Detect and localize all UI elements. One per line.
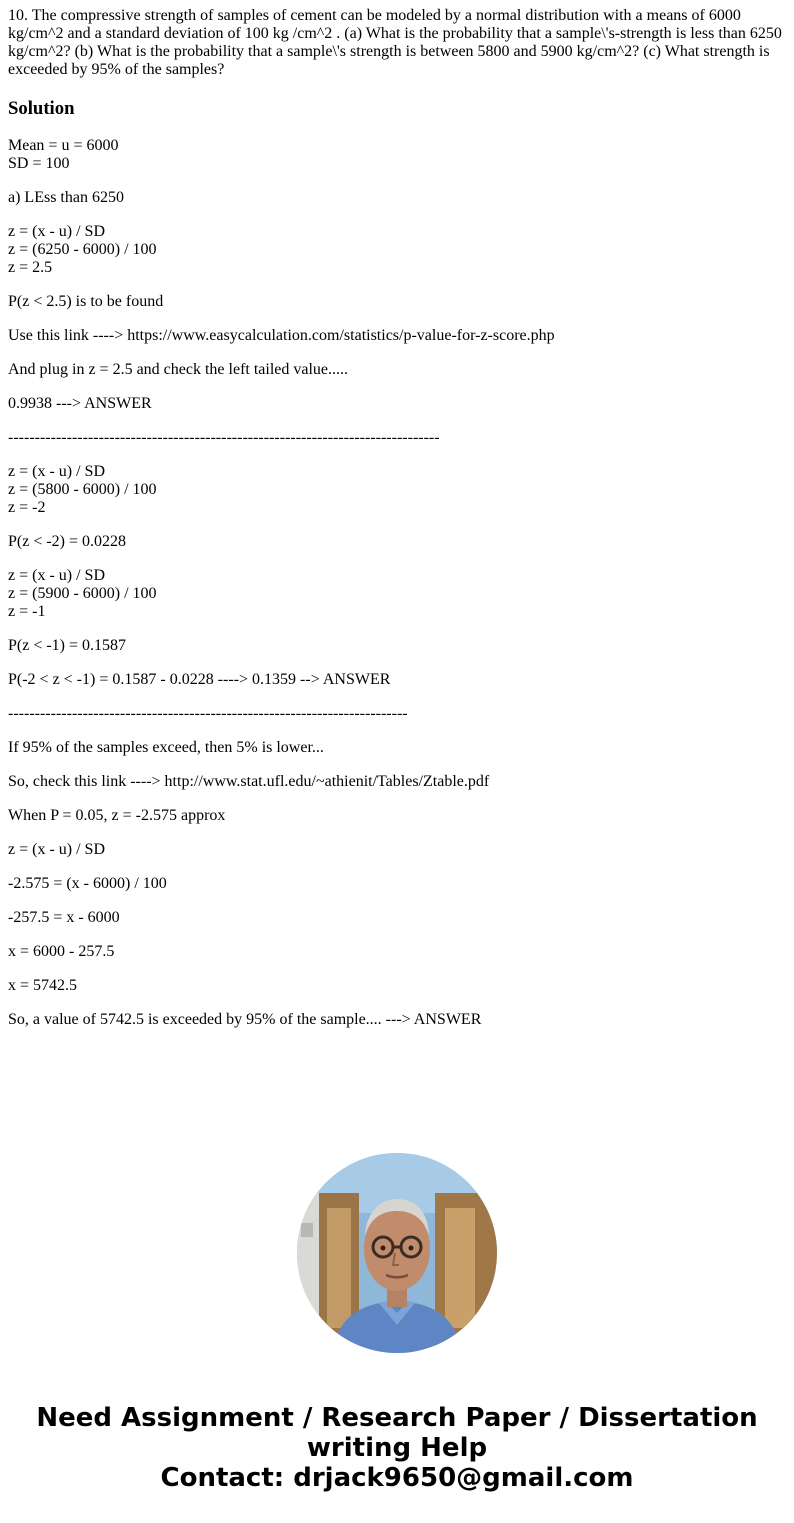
solution-line: --------------------------------------------------------------------------------- (8, 429, 440, 446)
solution-line: If 95% of the samples exceed, then 5% is lower... (8, 739, 324, 756)
solution-paragraph (8, 739, 786, 757)
solution-paragraph (8, 137, 786, 173)
solution-line: P(z < -2) = 0.0228 (8, 533, 127, 550)
solution-line: Use this link ----> https://www.easycalculation.com/statistics/p-value-for-z-score.php (8, 327, 555, 344)
solution-line: x = 5742.5 (8, 977, 78, 994)
solution-paragraph (8, 463, 786, 517)
solution-paragraph (8, 637, 786, 655)
solution-paragraph (8, 943, 786, 961)
solution-paragraph (8, 223, 786, 277)
solution-paragraph (8, 533, 786, 551)
solution-line: So, check this link ----> http://www.stat.ufl.edu/~athienit/Tables/Ztable.pdf (8, 773, 490, 790)
solution-paragraph (8, 671, 786, 689)
solution-paragraph (8, 429, 786, 447)
solution-line: -257.5 = x - 6000 (8, 909, 120, 926)
solution-paragraph (8, 361, 786, 379)
footer-line-1: Need Assignment / Research Paper / Dissertation (36, 1403, 758, 1433)
footer-line-2: writing Help (306, 1433, 488, 1463)
solution-line: x = 6000 - 257.5 (8, 943, 115, 960)
solution-line: z = (5900 - 6000) / 100 (8, 585, 157, 602)
author-avatar (297, 1153, 497, 1353)
solution-line: z = (x - u) / SD (8, 463, 106, 480)
solution-line: z = (5800 - 6000) / 100 (8, 481, 157, 498)
solution-line: 0.9938 ---> ANSWER (8, 395, 152, 412)
question-text: 10. The compressive strength of samples of cement can be modeled by a normal distribution with a means of 6000 kg/cm^2 and a standard deviation of 100 kg /cm^2 . (a) What is the probability that a sample\'s-strength is less than 6250 kg/cm^2? (b) What is the probability that a sample\'s strength is between 5800 and 5900 kg/cm^2? (c) What strength is exceeded by 95% of the samples? (8, 7, 782, 78)
solution-paragraph (8, 807, 786, 825)
solution-line: z = (6250 - 6000) / 100 (8, 241, 157, 258)
solution-paragraph (8, 977, 786, 995)
solution-paragraph (8, 189, 786, 207)
solution-paragraph (8, 293, 786, 311)
solution-paragraph (8, 841, 786, 859)
solution-body (8, 137, 786, 1029)
solution-paragraph (8, 875, 786, 893)
solution-line: P(z < -1) = 0.1587 (8, 637, 127, 654)
solution-paragraph (8, 909, 786, 927)
solution-line: z = (x - u) / SD (8, 567, 106, 584)
solution-paragraph (8, 773, 786, 791)
solution-line: z = -2 (8, 499, 46, 516)
solution-line: So, a value of 5742.5 is exceeded by 95% of the sample.... ---> ANSWER (8, 1011, 482, 1028)
solution-paragraph (8, 567, 786, 621)
solution-line: SD = 100 (8, 155, 70, 172)
solution-line: z = (x - u) / SD (8, 841, 106, 858)
solution-line: P(-2 < z < -1) = 0.1587 - 0.0228 ----> 0.1359 --> ANSWER (8, 671, 391, 688)
solution-line: z = (x - u) / SD (8, 223, 106, 240)
solution-line: a) LEss than 6250 (8, 189, 124, 206)
solution-line: --------------------------------------------------------------------------- (8, 705, 408, 722)
solution-line: z = -1 (8, 603, 46, 620)
footer-contact: Contact: drjack9650@gmail.com (160, 1463, 634, 1493)
solution-line: Mean = u = 6000 (8, 137, 119, 154)
solution-paragraph (8, 1011, 786, 1029)
solution-paragraph (8, 705, 786, 723)
solution-paragraph (8, 395, 786, 413)
footer-banner (0, 1403, 794, 1493)
solution-line: When P = 0.05, z = -2.575 approx (8, 807, 226, 824)
solution-line: P(z < 2.5) is to be found (8, 293, 164, 310)
solution-heading: Solution (8, 98, 75, 119)
document-body (8, 7, 786, 1045)
solution-paragraph (8, 327, 786, 345)
solution-line: And plug in z = 2.5 and check the left tailed value..... (8, 361, 349, 378)
solution-line: -2.575 = (x - 6000) / 100 (8, 875, 167, 892)
solution-line: z = 2.5 (8, 259, 53, 276)
